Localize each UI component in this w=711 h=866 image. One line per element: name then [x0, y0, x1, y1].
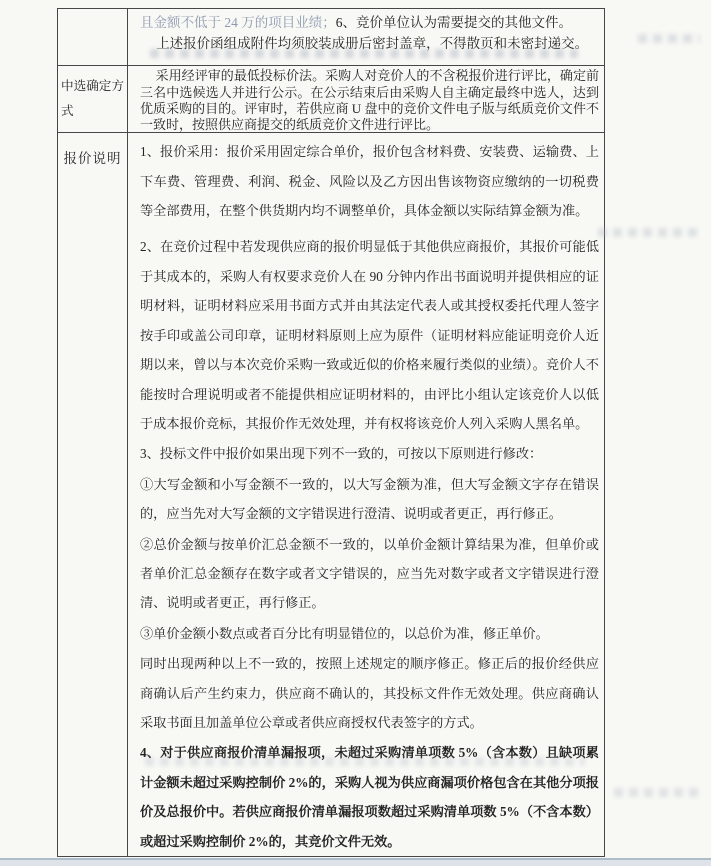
table-row-selection-method [58, 65, 604, 132]
quotation-notes-header: 报价说明 [58, 133, 128, 856]
selection-method-header: 中选确定方式 [58, 66, 128, 132]
binding-instruction-line: 上述报价函组成附件均须胶装成册后密封盖章，不得散页和未密封递交。 [156, 36, 589, 51]
table-row-continuation [58, 9, 604, 65]
row-header-cell-empty [58, 9, 128, 65]
quotation-paragraph-5-rule2: ②总价金额与按单价汇总金额不一致的，以单价金额计算结果为准，但单价或者单价汇总金额存在数字或者文字错误的，应当先对数字或者文字错误进行澄清、说明或者更正，再行修正。 [140, 536, 599, 611]
other-documents-item: 6、竞价单位认为需要提交的其他文件。 [335, 15, 572, 30]
carryover-line [140, 12, 599, 33]
selection-method-content: 采用经评审的最低投标价法。采购人对竞价人的不含税报价进行评比，确定前三名中选候选人并进行公示。在公示结束后由采购人自主确定最终中选人，达到优质采购的目的。评审时，若供应商 U 盘中的竞价文件电子版与纸质竞价文件不一致时，按照供应商提交的纸质竞价文件进行评比。 [140, 68, 599, 133]
quotation-paragraph-6-rule3: ③单价金额小数点或者百分比有明显错位的，以总价为准，修正单价。 [140, 625, 549, 641]
quotation-paragraph-2: 2、在竞价过程中若发现供应商的报价明显低于其他供应商报价，其报价可能低于其成本的，采购人有权要求竞价人在 90 分钟内作出书面说明并提供相应的证明材料，证明材料应采用书面方式并由其法定代表人或其授权委托代理人签字按手印或盖公司印章，证明材料原则上应为原件（证明材料应能证明竞价人近期以来，曾以与本次竞价采购一致或近似的价格来履行类似的业绩）。竞价人不能按时合理说明或者不能提供相应证明材料的，由评比小组认定该竞价人以低于成本报价竞标，其报价作无效处理，并有权将该竞价人列入采购人黑名单。 [140, 239, 599, 431]
quotation-paragraph-7: 同时出现两种以上不一致的，按照上述规定的顺序修正。修正后的报价经供应商确认后产生约束力，供应商不确认的，其投标文件作无效处理。供应商确认采取书面且加盖单位公章或者供应商授权代表签字的方式。 [140, 656, 599, 730]
quotation-notes-content [128, 133, 604, 856]
scan-edge-strip [0, 858, 711, 866]
bleedthrough-smudge [598, 228, 698, 237]
continuation-content-cell [128, 9, 604, 65]
quotation-paragraph-1: 1、报价采用：报价采用固定综合单价，报价包含材料费、安装费、运输费、上下车费、管理费、利润、税金、风险以及乙方因出售该物资应缴纳的一切税费等全部费用，在整个供货期内均不调整单价，具体金额以实际结算金额为准。 [140, 144, 599, 219]
quotation-paragraph-3: 3、投标文件中报价如果出现下列不一致的，可按以下原则进行修改： [140, 446, 543, 462]
bleedthrough-smudge [638, 34, 700, 43]
quotation-paragraph-4-rule1: ①大写金额和小写金额不一致的，以大写金额为准，但大写金额文字存在错误的，应当先对大写金额的文字错误进行澄清、说明或者更正，再行修正。 [140, 476, 599, 522]
table-row-quotation-notes [58, 132, 604, 856]
quotation-paragraph-8-missing-items: 4、对于供应商报价清单漏报项，未超过采购清单项数 5%（含本数）且缺项累计金额未超过采购控制价 2%的，采购人视为供应商漏项价格包含在其他分项报价及总报价中。若供应商报价清单漏报项数超过采购清单项数 5%（不含本数）或超过采购控制价 2%的，其竞价文件无效。 [140, 745, 599, 849]
bleedthrough-smudge [614, 788, 700, 797]
procurement-terms-table [57, 8, 605, 857]
carryover-faded-text: 且金额不低于 24 万的项目业绩； [140, 15, 336, 30]
